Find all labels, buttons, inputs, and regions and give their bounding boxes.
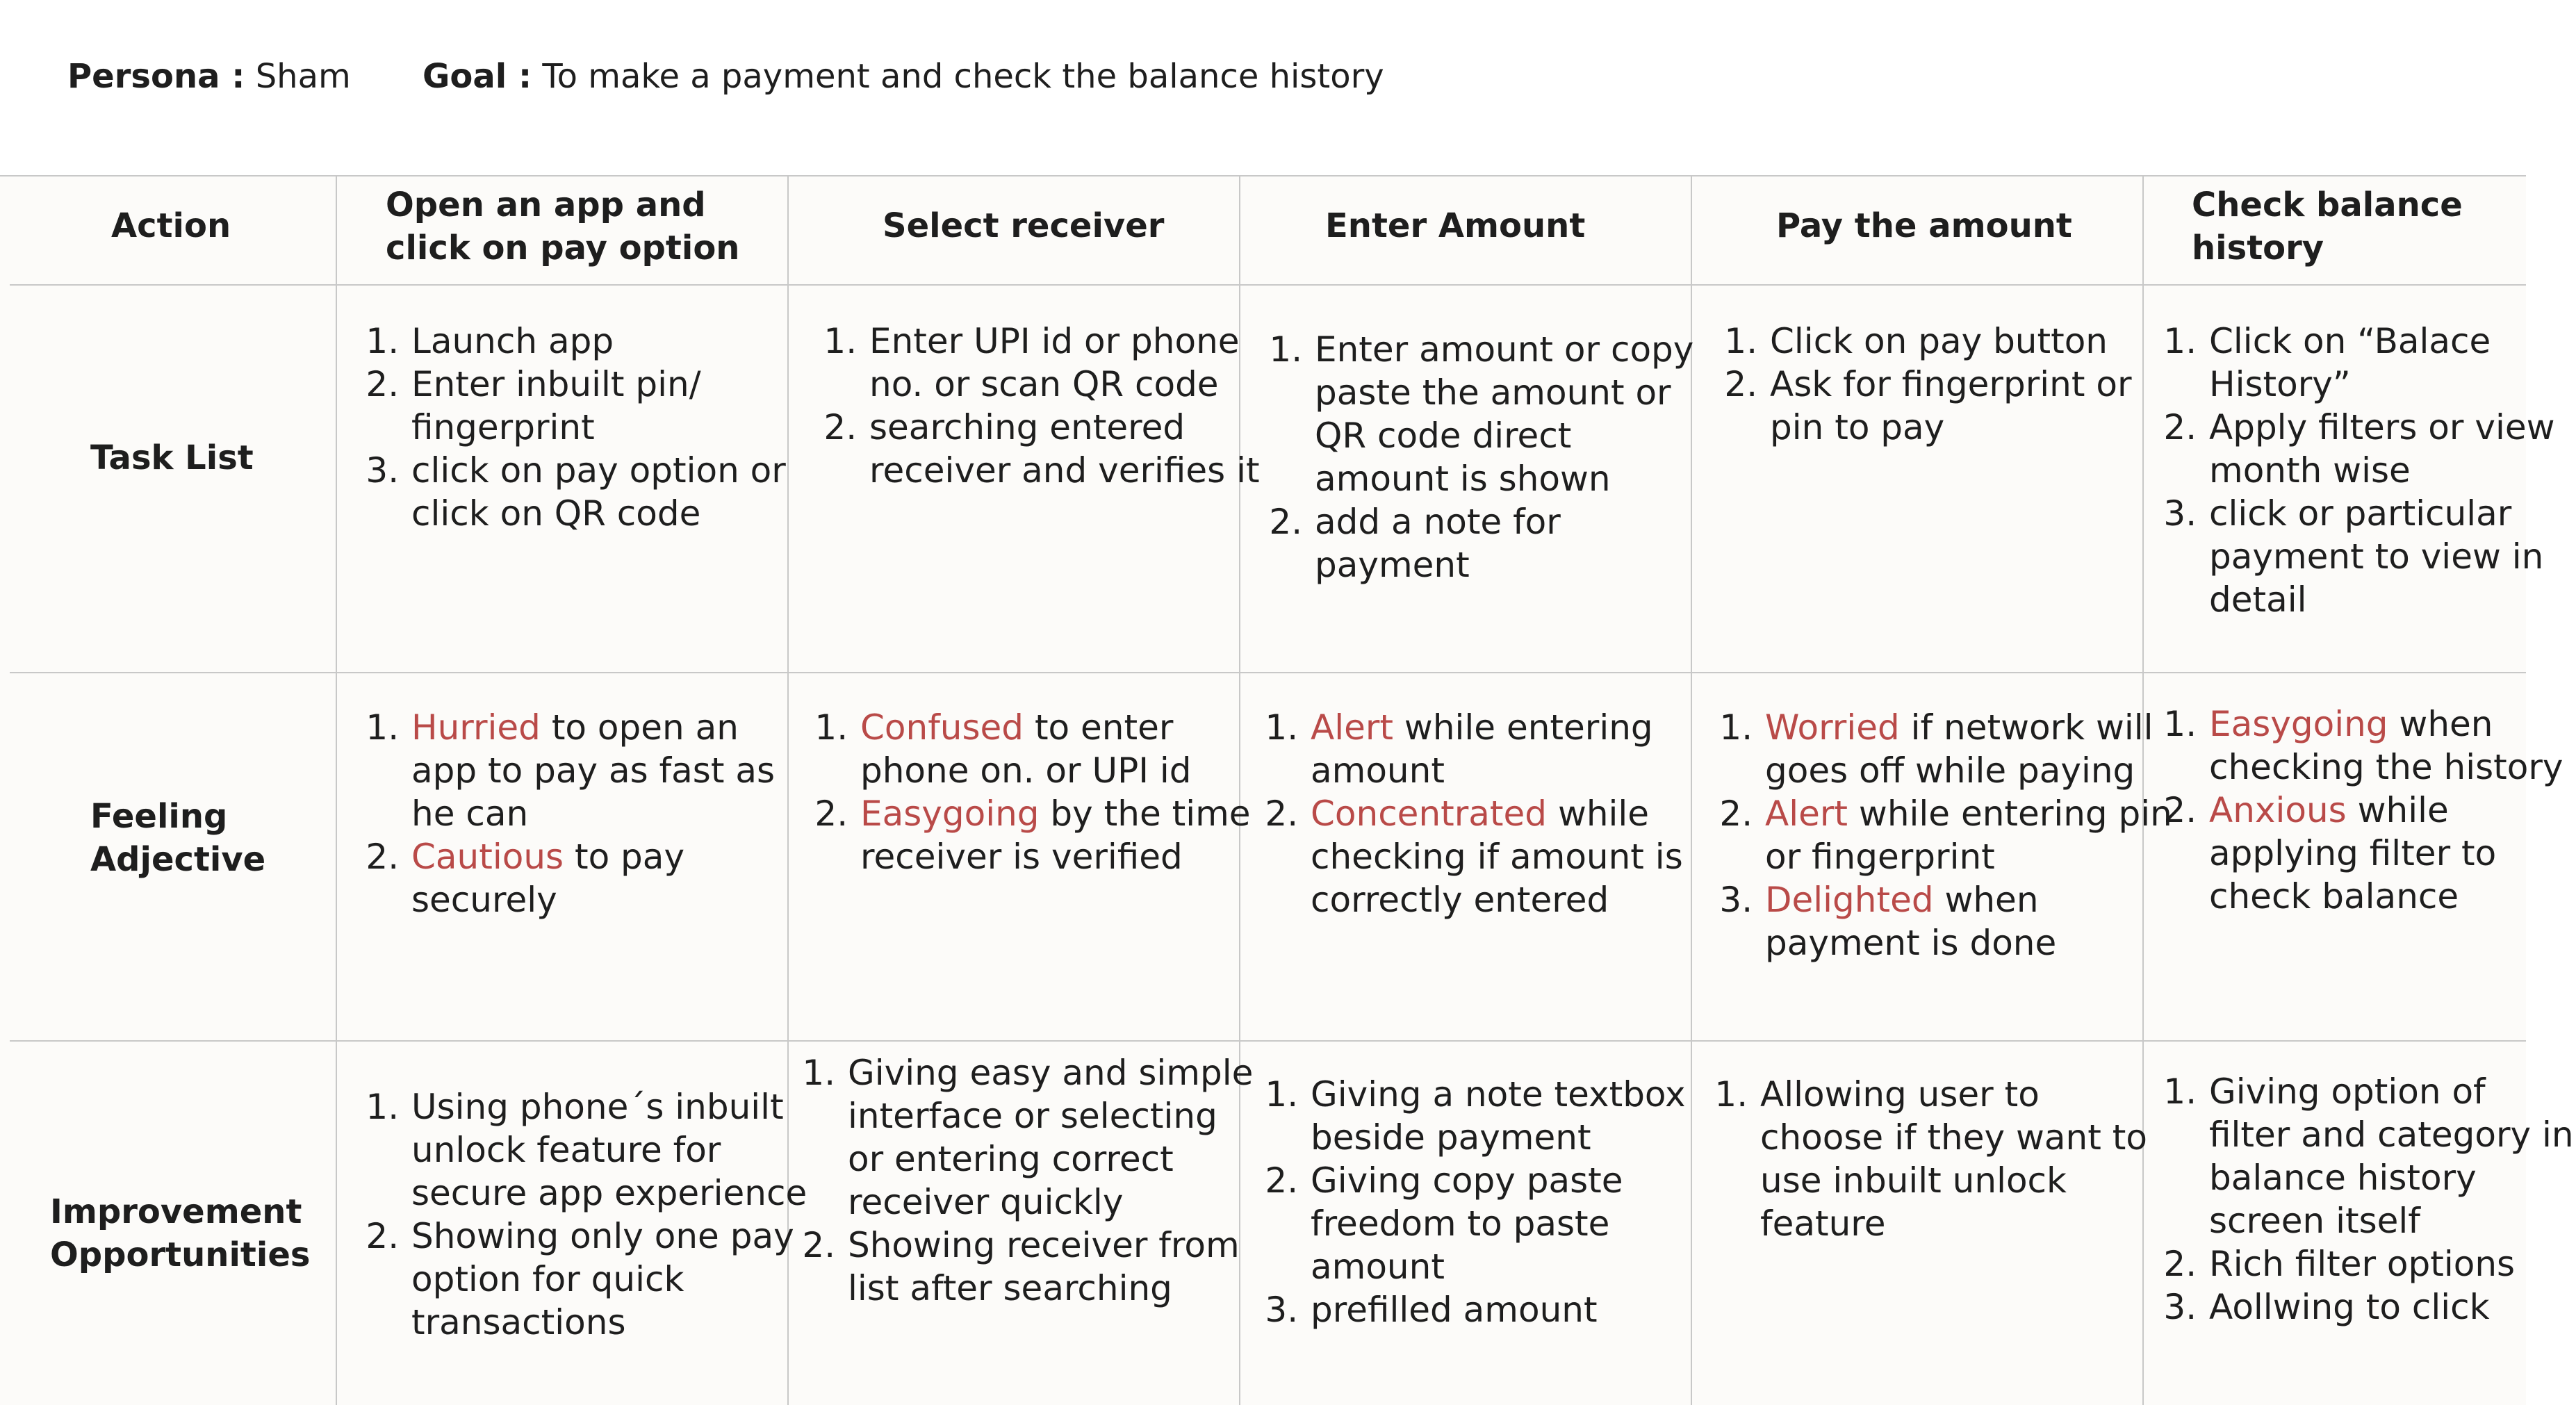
- list-item: [410, 363, 799, 449]
- list-item: [1769, 320, 2172, 363]
- list-item: [1764, 792, 2174, 878]
- list-item: [1309, 706, 1719, 792]
- item-text: if network will goes off while paying: [1765, 707, 2153, 791]
- item-text: Rich filter options: [2209, 1244, 2516, 1284]
- cell-feeling-enter-amount: [1265, 706, 1719, 921]
- item-text: Click on “Balace History”: [2209, 321, 2491, 404]
- cell-improvement-select-receiver: [802, 1051, 1263, 1310]
- row-divider: [10, 1040, 2526, 1042]
- item-text: while entering pin or fingerprint: [1765, 794, 2172, 877]
- header-action: Action: [111, 206, 231, 245]
- cell-task-list-enter-amount: [1269, 328, 1716, 586]
- feeling-adjective: Delighted: [1765, 880, 1934, 920]
- item-text: Giving a note textbox beside payment: [1311, 1074, 1686, 1158]
- item-text: by the time receiver is verified: [860, 794, 1251, 877]
- header-pay-amount: Pay the amount: [1776, 206, 2072, 245]
- persona-label: Persona :: [67, 57, 245, 96]
- feeling-adjective: Easygoing: [2209, 704, 2388, 744]
- item-text: searching entered receiver and verifies it: [869, 407, 1260, 491]
- list-item: [410, 320, 799, 363]
- list-item: [1309, 1159, 1705, 1288]
- journey-map-table: [0, 175, 2574, 1405]
- list-item: [2208, 1285, 2576, 1329]
- feeling-adjective: Alert: [1765, 794, 1848, 834]
- list-item: [1759, 1073, 2169, 1245]
- item-text: Using phone´s inbuilt unlock feature for secure app experience: [411, 1087, 807, 1213]
- list-item: [846, 1051, 1263, 1224]
- item-text: prefilled amount: [1311, 1290, 1598, 1330]
- item-text: Giving copy paste freedom to paste amount: [1311, 1160, 1623, 1287]
- item-text: Showing receiver from list after searching: [848, 1225, 1240, 1308]
- cell-task-list-open-app: [366, 320, 799, 535]
- item-text: add a note for payment: [1315, 502, 1561, 585]
- item-text: click or particular payment to view in detail: [2209, 493, 2544, 620]
- item-text: Giving easy and simple interface or selecting or entering correct receiver quickly: [848, 1053, 1254, 1222]
- list-item: [859, 706, 1262, 792]
- list-item: [410, 449, 799, 535]
- cell-improvement-enter-amount: [1265, 1073, 1705, 1331]
- goal: [423, 57, 1384, 96]
- feeling-adjective: Cautious: [411, 837, 564, 877]
- list-item: [410, 1215, 813, 1344]
- list-item: [1313, 500, 1716, 586]
- item-text: Click on pay button: [1770, 321, 2108, 361]
- list-item: [410, 706, 806, 835]
- list-item: [2208, 702, 2576, 789]
- item-text: while checking if amount is correctly entered: [1311, 794, 1683, 920]
- feeling-adjective: Confused: [860, 707, 1024, 748]
- item-text: Ask for fingerprint or pin to pay: [1770, 364, 2132, 447]
- item-text: while entering amount: [1311, 707, 1653, 791]
- list-item: [868, 406, 1264, 492]
- list-item: [859, 792, 1262, 878]
- item-text: while applying filter to check balance: [2209, 790, 2497, 917]
- cell-feeling-select-receiver: [814, 706, 1262, 878]
- list-item: [1764, 878, 2174, 964]
- item-text: to pay securely: [411, 837, 685, 920]
- item-text: Launch app: [411, 321, 614, 361]
- feeling-adjective: Anxious: [2209, 790, 2347, 830]
- column-divider: [336, 176, 337, 1405]
- list-item: [1764, 706, 2174, 792]
- list-item: [2208, 406, 2576, 492]
- list-item: [846, 1224, 1263, 1310]
- cell-feeling-open-app: [366, 706, 806, 921]
- list-item: [2208, 789, 2576, 918]
- item-text: when payment is done: [1765, 880, 2057, 963]
- cell-task-list-check-balance: [2163, 320, 2576, 621]
- feeling-adjective: Alert: [1311, 707, 1394, 748]
- list-item: [410, 1085, 813, 1215]
- item-text: Giving option of filter and category in balance history screen itself: [2209, 1071, 2574, 1241]
- item-text: click on pay option or click on QR code: [411, 450, 786, 534]
- item-text: Allowing user to choose if they want to use inbuilt unlock feature: [1760, 1074, 2147, 1244]
- feeling-adjective: Concentrated: [1311, 794, 1548, 834]
- item-text: Enter inbuilt pin/ fingerprint: [411, 364, 701, 447]
- item-text: Enter amount or copy paste the amount or QR code direct amount is shown: [1315, 329, 1694, 499]
- journey-header: [67, 57, 1384, 96]
- list-item: [410, 835, 806, 921]
- list-item: [1309, 1288, 1705, 1331]
- feeling-adjective: Easygoing: [860, 794, 1040, 834]
- list-item: [2208, 492, 2576, 621]
- item-text: Aollwing to click: [2209, 1287, 2490, 1327]
- cell-improvement-open-app: [366, 1085, 813, 1344]
- cell-improvement-check-balance: [2163, 1070, 2576, 1329]
- header-check-balance: Check balance history: [2192, 186, 2463, 268]
- cell-task-list-pay-amount: [1724, 320, 2172, 449]
- cell-feeling-pay-amount: [1719, 706, 2174, 964]
- cell-task-list-select-receiver: [823, 320, 1264, 492]
- row-label-improvement-opportunities: Improvement Opportunities: [50, 1192, 311, 1274]
- feeling-adjective: Hurried: [411, 707, 541, 748]
- cell-feeling-check-balance: [2163, 702, 2576, 918]
- list-item: [1769, 363, 2172, 449]
- item-text: Showing only one pay option for quick transactions: [411, 1216, 794, 1342]
- goal-label: Goal :: [423, 57, 532, 96]
- header-enter-amount: Enter Amount: [1325, 206, 1586, 245]
- list-item: [868, 320, 1264, 406]
- item-text: Enter UPI id or phone no. or scan QR code: [869, 321, 1240, 404]
- list-item: [2208, 1070, 2576, 1242]
- item-text: Apply filters or view month wise: [2209, 407, 2555, 491]
- feeling-adjective: Worried: [1765, 707, 1900, 748]
- item-text: when checking the history: [2209, 704, 2563, 787]
- list-item: [1313, 328, 1716, 500]
- header-select-receiver: Select receiver: [883, 206, 1165, 245]
- row-label-task-list: Task List: [90, 438, 254, 477]
- list-item: [1309, 792, 1719, 921]
- header-open-app: Open an app and click on pay option: [386, 186, 740, 268]
- row-divider: [10, 284, 2526, 286]
- item-text: to open an app to pay as fast as he can: [411, 707, 776, 834]
- row-label-feeling-adjective: Feeling Adjective: [90, 797, 266, 879]
- list-item: [1309, 1073, 1705, 1159]
- goal-value: To make a payment and check the balance history: [542, 57, 1384, 96]
- cell-improvement-pay-amount: [1714, 1073, 2169, 1245]
- list-item: [2208, 320, 2576, 406]
- item-text: to enter phone on. or UPI id: [860, 707, 1192, 791]
- row-divider: [10, 672, 2526, 673]
- list-item: [2208, 1242, 2576, 1285]
- persona-value: Sham: [255, 57, 351, 96]
